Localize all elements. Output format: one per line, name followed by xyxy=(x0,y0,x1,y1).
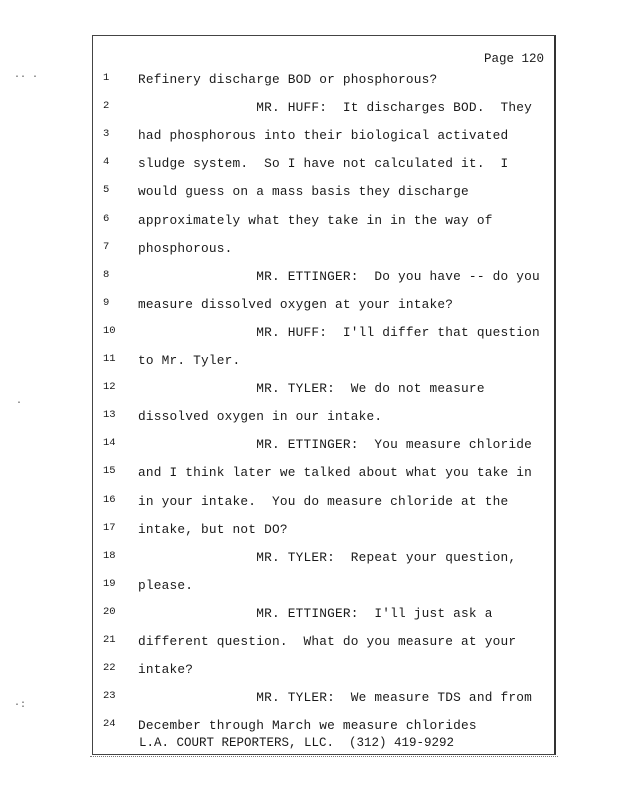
transcript-line xyxy=(93,72,553,92)
transcript-line xyxy=(93,690,553,710)
line-text: MR. TYLER: Repeat your question, xyxy=(138,549,517,565)
line-text: and I think later we talked about what you take in xyxy=(138,465,532,481)
scan-speck: · xyxy=(16,398,23,409)
line-number: 9 xyxy=(103,296,110,309)
line-text: had phosphorous into their biological activated xyxy=(138,128,509,144)
transcript-page xyxy=(92,35,556,755)
transcript-line xyxy=(93,494,553,514)
transcript-line xyxy=(93,297,553,317)
line-number: 5 xyxy=(103,184,110,197)
line-number: 22 xyxy=(103,662,116,675)
line-number: 7 xyxy=(103,240,110,253)
line-number: 19 xyxy=(103,577,116,590)
line-number: 14 xyxy=(103,437,116,450)
line-text: December through March we measure chlorides xyxy=(138,718,477,734)
line-number: 6 xyxy=(103,212,110,225)
transcript-line xyxy=(93,522,553,542)
line-number: 24 xyxy=(103,718,116,731)
scan-speck: ·· · xyxy=(14,72,39,83)
line-text: MR. TYLER: We measure TDS and from xyxy=(138,690,532,706)
line-number: 11 xyxy=(103,353,116,365)
line-number: 13 xyxy=(103,409,116,422)
line-text: MR. HUFF: It discharges BOD. They xyxy=(138,100,532,116)
line-text: dissolved oxygen in our intake. xyxy=(138,409,383,425)
transcript-line xyxy=(93,381,553,401)
line-number: 3 xyxy=(103,128,110,141)
line-text: MR. ETTINGER: Do you have -- do you xyxy=(138,268,540,284)
transcript-line xyxy=(93,325,553,345)
line-number: 4 xyxy=(103,156,110,169)
transcript-line xyxy=(93,213,553,233)
line-text: please. xyxy=(138,577,194,593)
line-number: 16 xyxy=(103,493,116,506)
line-text: would guess on a mass basis they discharge xyxy=(138,184,469,200)
line-number: 12 xyxy=(103,381,116,394)
transcript-line xyxy=(93,269,553,289)
line-text: MR. ETTINGER: You measure chloride xyxy=(138,437,532,453)
line-text: in your intake. You do measure chloride at the xyxy=(138,493,509,509)
page-number: Page 120 xyxy=(483,52,544,66)
line-text: sludge system. So I have not calculated it. I xyxy=(138,156,509,172)
line-number: 10 xyxy=(103,324,116,337)
line-text: phosphorous. xyxy=(138,240,233,256)
line-number: 21 xyxy=(103,634,116,646)
line-text: MR. ETTINGER: I'll just ask a xyxy=(138,605,493,621)
line-number: 23 xyxy=(103,690,116,703)
line-text: to Mr. Tyler. xyxy=(138,353,241,368)
line-number: 2 xyxy=(103,100,110,113)
transcript-line xyxy=(93,184,553,204)
transcript-line xyxy=(93,550,553,570)
transcript-line xyxy=(93,662,553,682)
line-text: MR. HUFF: I'll differ that question xyxy=(138,324,540,340)
transcript-line xyxy=(93,634,553,654)
line-number: 15 xyxy=(103,465,116,478)
transcript-line xyxy=(93,409,553,429)
line-text: approximately what they take in in the way of xyxy=(138,212,493,228)
transcript-line xyxy=(93,241,553,261)
transcript-line xyxy=(93,100,553,120)
transcript-line xyxy=(93,606,553,626)
transcript-line xyxy=(93,578,553,598)
line-text: MR. TYLER: We do not measure xyxy=(138,381,485,397)
line-number: 18 xyxy=(103,549,116,562)
transcript-line xyxy=(93,156,553,176)
transcript-line xyxy=(93,465,553,485)
page-edge xyxy=(90,756,558,759)
line-text: intake? xyxy=(138,662,194,678)
transcript-line xyxy=(93,128,553,148)
court-reporter-footer: L.A. COURT REPORTERS, LLC. (312) 419-9292 xyxy=(139,736,455,750)
transcript-line xyxy=(93,353,553,373)
line-number: 17 xyxy=(103,521,116,534)
line-text: intake, but not DO? xyxy=(138,521,288,537)
line-text: Refinery discharge BOD or phosphorous? xyxy=(138,72,438,87)
line-text: measure dissolved oxygen at your intake? xyxy=(138,296,454,312)
line-text: different question. What do you measure at your xyxy=(138,634,517,649)
line-number: 20 xyxy=(103,605,116,618)
scan-speck: ·: xyxy=(14,700,27,711)
line-number: 8 xyxy=(103,268,110,281)
line-number: 1 xyxy=(103,72,110,84)
transcript-line xyxy=(93,437,553,457)
